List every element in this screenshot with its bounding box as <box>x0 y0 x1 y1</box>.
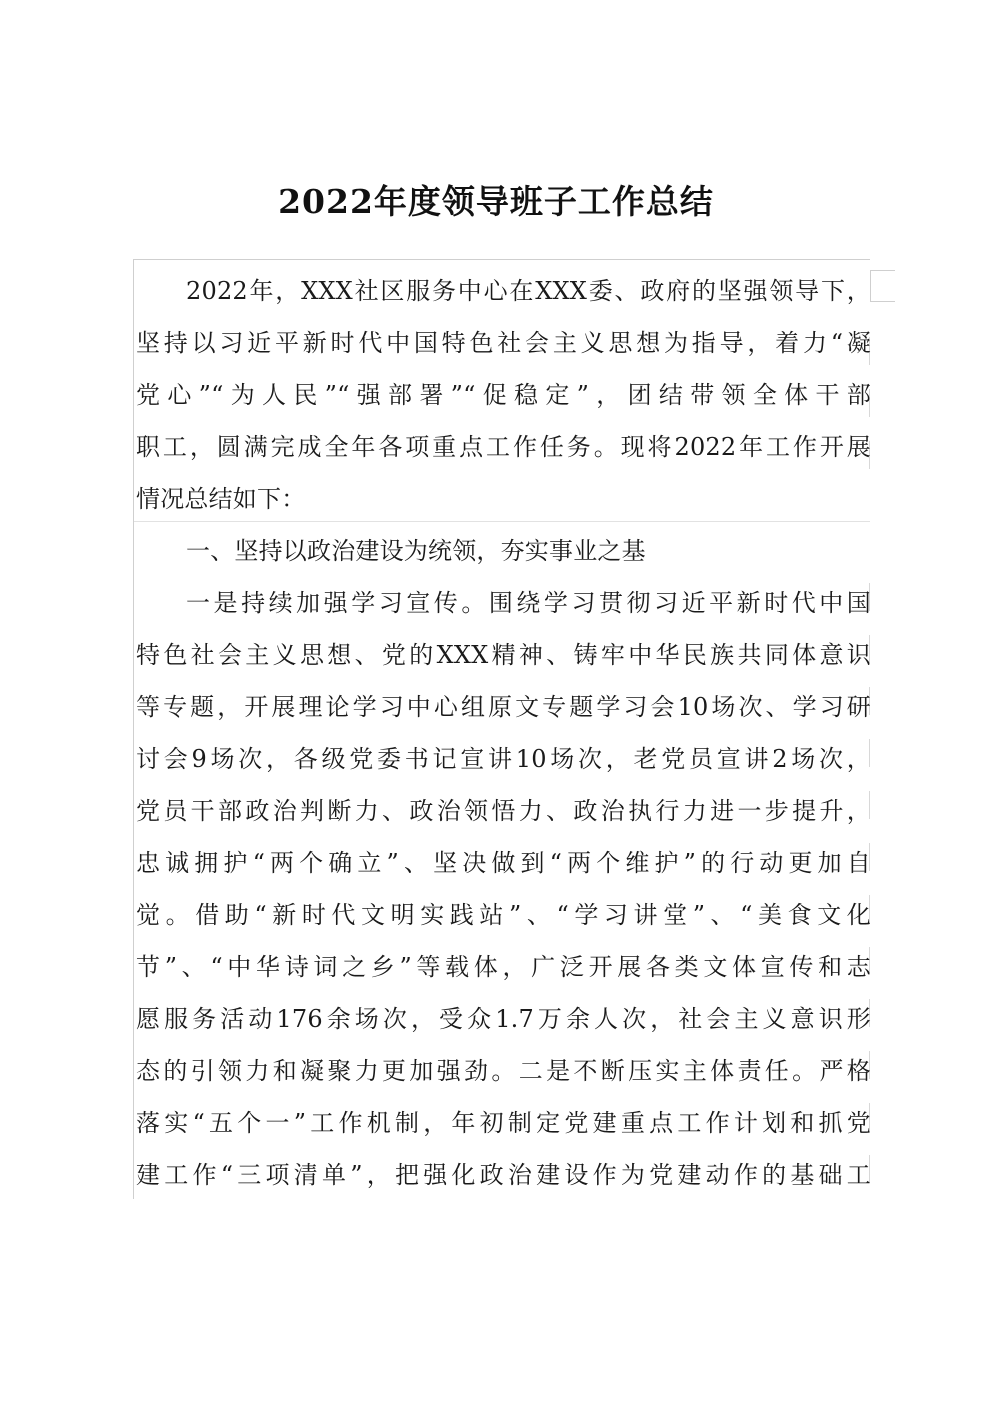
body-line: 态的引领力和凝聚力更加强劲。二是不断压实主体责任。严格 <box>136 1057 871 1085</box>
frame-top-border <box>134 259 870 260</box>
intro-line: 党心”“为人民”“强部署”“促稳定”，团结带领全体干部 <box>136 381 871 409</box>
body-line: 党员干部政治判断力、政治领悟力、政治执行力进一步提升， <box>136 797 871 825</box>
body-line: 特色社会主义思想、党的XXX精神、铸牢中华民族共同体意识 <box>136 641 871 669</box>
body-line: 忠诚拥护“两个确立”、坚决做到“两个维护”的行动更加自 <box>136 849 871 877</box>
frame-left-border <box>133 259 134 1199</box>
body-line: 觉。借助“新时代文明实践站”、“学习讲堂”、“美食文化 <box>136 901 871 929</box>
section-heading: 一、坚持以政治建设为统领，夯实事业之基 <box>186 537 646 565</box>
body-line: 一是持续加强学习宣传。围绕学习贯彻习近平新时代中国 <box>186 589 871 617</box>
body-line: 愿服务活动176余场次，受众1.7万余人次，社会主义意识形 <box>136 1005 871 1033</box>
document-title: 2022年度领导班子工作总结 <box>278 182 714 221</box>
body-line: 等专题，开展理论学习中心组原文专题学习会10场次、学习研 <box>136 693 871 721</box>
intro-line: 情况总结如下： <box>136 485 306 513</box>
text-boundary-mark <box>870 270 895 302</box>
intro-line: 坚持以习近平新时代中国特色社会主义思想为指导，着力“凝 <box>136 329 871 357</box>
intro-line: 职工，圆满完成全年各项重点工作任务。现将2022年工作开展 <box>136 433 871 461</box>
body-line: 落实“五个一”工作机制，年初制定党建重点工作计划和抓党 <box>136 1109 871 1137</box>
body-line: 节”、“中华诗词之乡”等载体，广泛开展各类文体宣传和志 <box>136 953 871 981</box>
body-line: 建工作“三项清单”，把强化政治建设作为党建动作的基础工 <box>136 1161 871 1189</box>
intro-line: 2022年，XXX社区服务中心在XXX委、政府的坚强领导下， <box>186 277 871 305</box>
body-line: 讨会9场次，各级党委书记宣讲10场次，老党员宣讲2场次， <box>136 745 871 773</box>
